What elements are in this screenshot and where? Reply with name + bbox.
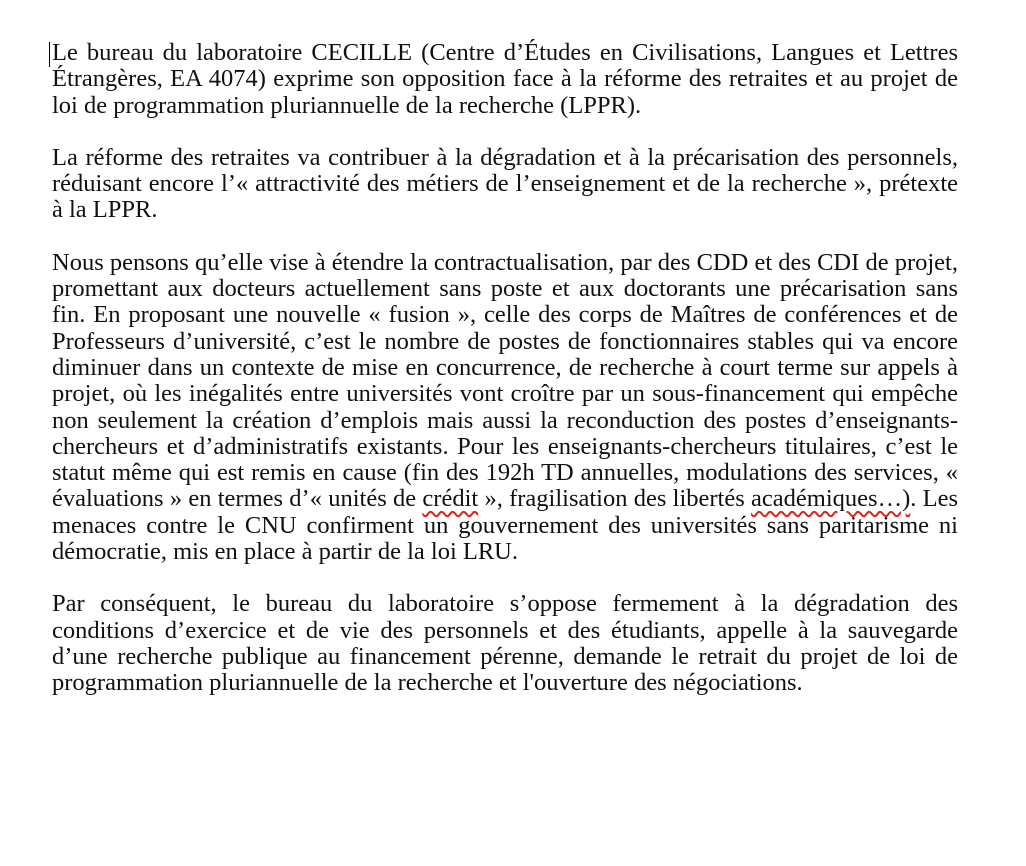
paragraph-text: Le bureau du laboratoire CECILLE (Centre d’Études en Civilisations, Langues et Lettres Étrangères, EA 4074) exprime son opposition face à la réforme des retraites et au projet de loi de programmation pluriannuelle de la recherche (LPPR). xyxy=(52,39,958,119)
spelling-error-word[interactable]: crédit xyxy=(422,485,479,513)
document-body[interactable] xyxy=(52,40,958,723)
paragraph-text: La réforme des retraites va contribuer à la dégradation et à la précarisation des personnels, réduisant encore l’« attractivité des métiers de l’enseignement et de la recherche », prétexte à la LPPR. xyxy=(52,143,958,224)
paragraph-text: », fragilisation des libertés xyxy=(478,485,752,513)
paragraph-intro xyxy=(52,40,958,119)
paragraph-text: Par conséquent, le bureau du laboratoire s’oppose fermement à la dégradation des conditions d’exercice et de vie des personnels et des étudiants, appelle à la sauvegarde d’une recherche publique au financement pérenne, demande le retrait du projet de loi de programmation pluriannuelle de la recherche et l'ouverture des négociations. xyxy=(52,590,958,697)
paragraph-contractualisation xyxy=(52,250,958,566)
spelling-error-word[interactable]: académiques…) xyxy=(751,485,911,513)
paragraph-text: Nous pensons qu’elle vise à étendre la contractualisation, par des CDD et des CDI de projet, promettant aux docteurs actuellement sans poste et aux doctorants une précarisation sans fin. En proposant une nouvelle « fusion », celle des corps de Maîtres de conférences et de Professeurs d’université, c’est le nombre de postes de fonctionnaires stables qui va encore diminuer dans un contexte de mise en concurrence, de recherche à court terme sur appels à projet, où les inégalités entre universités vont croître par un sous-financement qui empêche non seulement la création d’emplois mais aussi la reconduction des postes d’enseignants-chercheurs et d’administratifs existants. Pour les enseignants-chercheurs titulaires, c’est le statut même qui est remis en cause (fin des 192h TD annuelles, modulations des services, « évaluations » en termes d’« unités de xyxy=(52,248,958,513)
paragraph-retraites xyxy=(52,145,958,224)
paragraph-conclusion xyxy=(52,591,958,696)
text-cursor xyxy=(49,42,50,67)
paragraph-text: . Les menaces contre le CNU confirment un gouvernement des universités sans paritarisme ni démocratie, mis en place à partir de la loi LRU. xyxy=(52,485,958,566)
